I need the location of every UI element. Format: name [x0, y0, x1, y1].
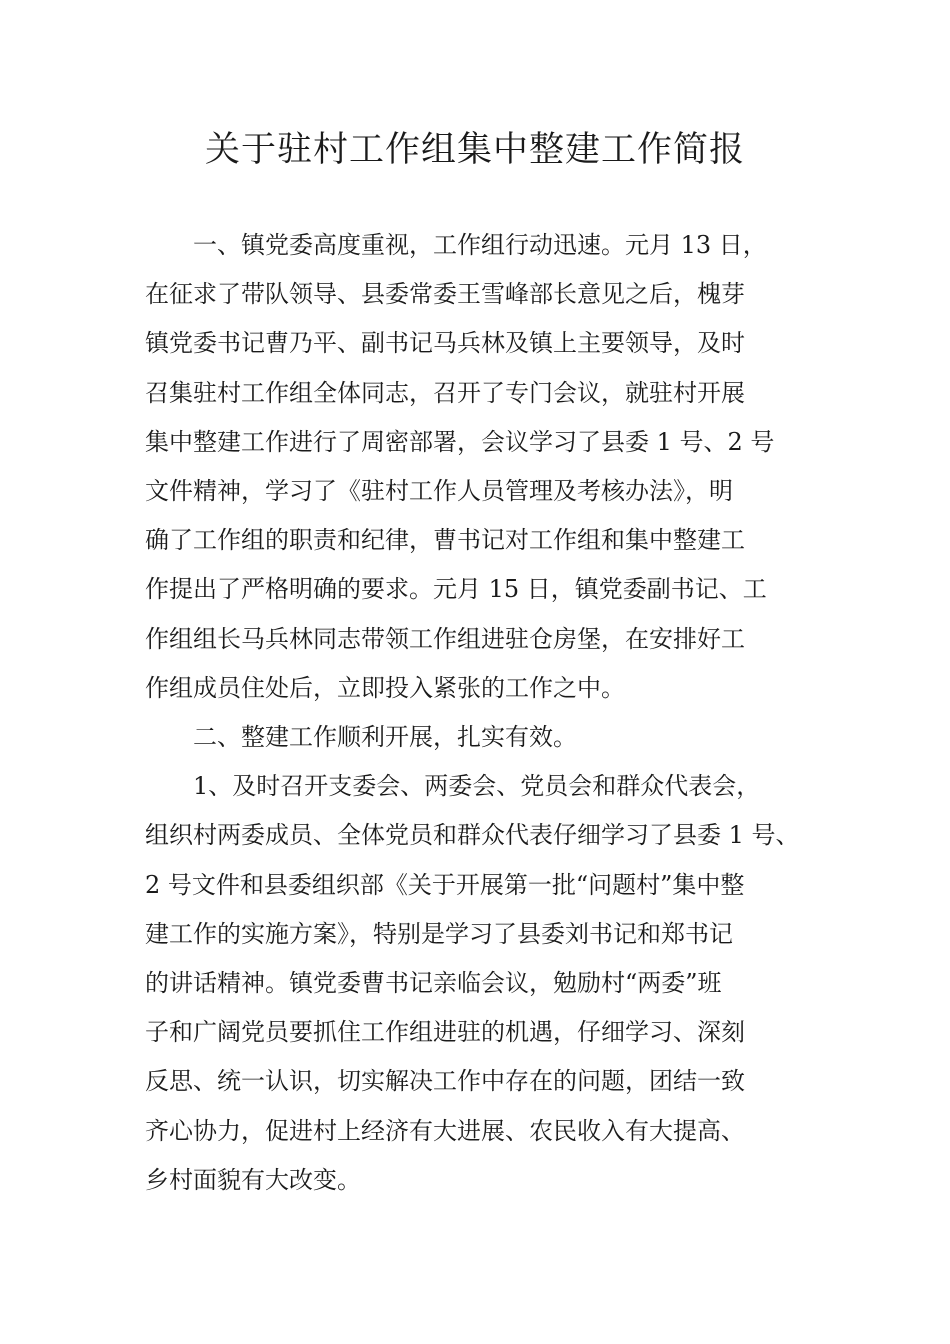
- paragraph-2: [145, 713, 810, 762]
- paragraph-line: 召集驻村工作组全体同志，召开了专门会议，就驻村开展: [145, 378, 745, 407]
- paragraph-line: 齐心协力，促进村上经济有大进展、农民收入有大提高、: [145, 1116, 745, 1145]
- paragraph-line: 乡村面貌有大改变。: [145, 1165, 361, 1194]
- document-body: [145, 221, 810, 1205]
- paragraph-line: 的讲话精神。镇党委曹书记亲临会议，勉励村“两委”班: [145, 969, 722, 998]
- paragraph-line: 二、整建工作顺利开展，扎实有效。: [193, 723, 577, 752]
- paragraph-line: 反思、统一认识，切实解决工作中存在的问题，团结一致: [145, 1067, 745, 1096]
- paragraph-line: 1、及时召开支委会、两委会、党员会和群众代表会，: [193, 772, 761, 801]
- paragraph-line: 子和广阔党员要抓住工作组进驻的机遇，仔细学习、深刻: [145, 1018, 745, 1047]
- paragraph-line: 作提出了严格明确的要求。元月 15 日，镇党委副书记、工: [145, 575, 767, 604]
- paragraph-line: 确了工作组的职责和纪律，曹书记对工作组和集中整建工: [145, 526, 745, 555]
- paragraph-line: 建工作的实施方案》，特别是学习了县委刘书记和郑书记: [145, 919, 733, 948]
- document-title: 关于驻村工作组集中整建工作简报: [204, 130, 745, 170]
- paragraph-line: 2 号文件和县委组织部《关于开展第一批“问题村”集中整: [145, 870, 745, 899]
- paragraph-line: 镇党委书记曹乃平、副书记马兵林及镇上主要领导，及时: [145, 329, 745, 358]
- paragraph-1: [145, 221, 810, 713]
- paragraph-line: 文件精神，学习了《驻村工作人员管理及考核办法》，明: [145, 477, 733, 506]
- paragraph-line: 一、镇党委高度重视，工作组行动迅速。元月 13 日，: [193, 231, 767, 259]
- paragraph-3: [145, 762, 810, 1205]
- paragraph-line: 集中整建工作进行了周密部署，会议学习了县委 1 号、2 号: [145, 427, 775, 456]
- paragraph-line: 组织村两委成员、全体党员和群众代表仔细学习了县委 1 号、: [145, 821, 800, 850]
- paragraph-line: 作组成员住处后，立即投入紧张的工作之中。: [145, 673, 625, 702]
- paragraph-line: 在征求了带队领导、县委常委王雪峰部长意见之后，槐芽: [145, 280, 745, 309]
- paragraph-line: 作组组长马兵林同志带领工作组进驻仓房堡，在安排好工: [145, 624, 745, 653]
